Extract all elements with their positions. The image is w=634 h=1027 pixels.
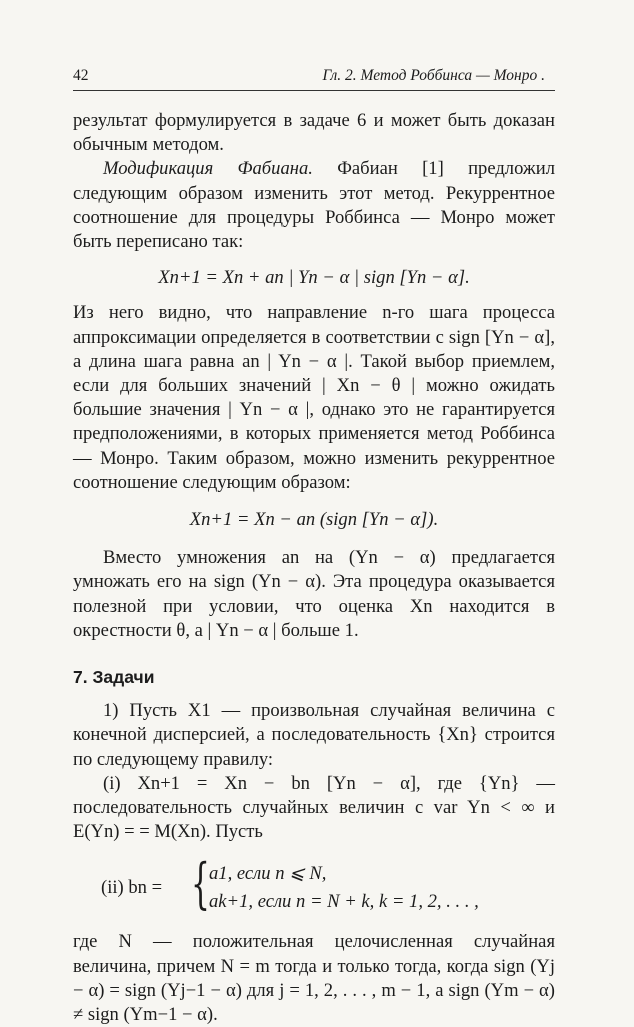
formula-1: Xn+1 = Xn + an | Yn − α | sign [Yn − α]. [158,267,470,289]
paragraph-1: результат формулируется в задаче 6 и может быть доказан обычным методом. [73,110,555,156]
formula-2: Xn+1 = Xn − an (sign [Yn − α]). [189,509,439,531]
page-header [73,62,555,91]
problem-1-intro: 1) Пусть X1 — произвольная случайная величина с конечной дисперсией, а последовательность {Xn} строится по следующему правилу: [73,700,555,770]
paragraph-fabian [73,157,555,254]
page-number: 42 [73,67,89,84]
fabian-text: Фабиан [1] предложил следующим образом изменить этот метод. Рекуррентное соотношение для процедуры Роббинса — Монро может быть переписано так: [73,158,555,253]
left-brace: { [191,852,210,916]
piecewise-label: (ii) bn = [101,877,163,899]
book-page [73,62,555,1027]
piecewise-case-2: ak+1, если n = N + k, k = 1, 2, . . . , [209,891,479,913]
section-title: 7. Задачи [73,667,155,688]
paragraph-4: Вместо умножения an на (Yn − α) предлагается умножать его на sign (Yn − α). Эта процедура оказывается полезной при условии, что оценка Xn находится в окрестности θ, а | Yn − α | больше 1. [73,547,555,641]
piecewise-case-1: a1, если n ⩽ N, [209,863,327,885]
running-title: Гл. 2. Метод Роббинса — Монро . [322,67,545,84]
problem-1-conclusion: где N — положительная целочисленная случайная величина, причем N = m тогда и только тогда, когда sign (Yj − α) = sign (Yj−1 − α) для j = 1, 2, . . . , m − 1, а sign (Ym − α) ≠ sign (Ym−1 − α). [73,931,555,1026]
fabian-lead: Модификация Фабиана. [103,158,313,180]
paragraph-3: Из него видно, что направление n-го шага процесса аппроксимации определяется в соответствии с sign [Yn − α], а длина шага равна an | Yn − α |. Такой выбор приемлем, если для больших значений | Xn − θ | можно ожидать большие значения | Yn − α |, однако это не гарантируется предположениями, в которых применяется метод Роббинса — Монро. Таким образом, можно изменить рекуррентное соотношение следующим образом: [73,302,555,493]
piecewise-definition [73,852,555,920]
problem-1-rule-i: (i) Xn+1 = Xn − bn [Yn − α], где {Yn} — последовательность случайных величин с var Yn < ∞ и E(Yn) = = M(Xn). Пусть [73,772,555,843]
